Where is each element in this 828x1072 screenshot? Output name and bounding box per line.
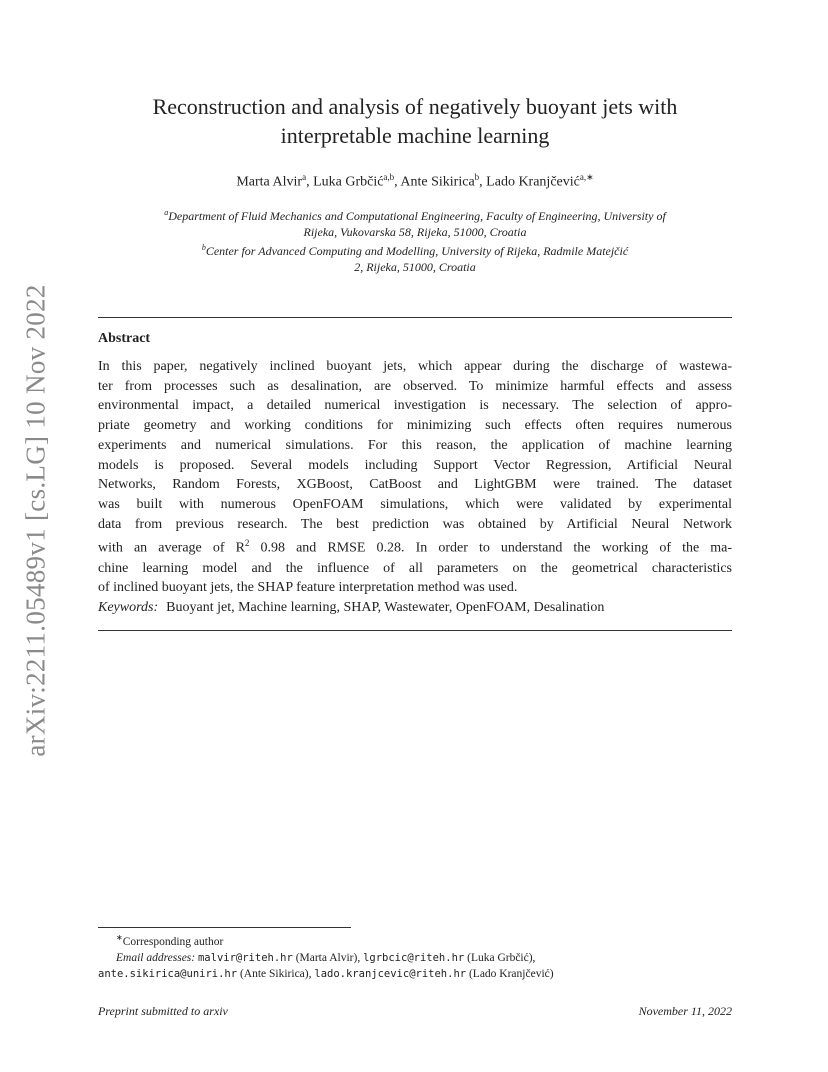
abstract-line: In this paper, negatively inclined buoyant jets, which appear during the discharge of wastewa- [98, 359, 732, 374]
abstract-line: data from previous research. The best prediction was obtained by Artificial Neural Network [98, 516, 732, 532]
keywords-list: Buoyant jet, Machine learning, SHAP, Wastewater, OpenFOAM, Desalination [166, 600, 605, 615]
affiliation-line: Department of Fluid Mechanics and Computational Engineering, Faculty of Engineering, University of [168, 209, 666, 223]
author-separator: , [306, 174, 314, 190]
affiliations [98, 205, 732, 275]
corresponding-author-note [98, 930, 732, 950]
affiliation-mark: b [201, 243, 206, 252]
author-affiliation-mark: a [302, 172, 307, 182]
email-owner: (Ante Sikirica), [237, 967, 315, 980]
abstract-line: ter from processes such as desalination, are observed. To minimize harmful effects and assess [98, 378, 732, 394]
email-link[interactable]: lado.kranjcevic@riteh.hr [314, 967, 467, 980]
author-name: Ante Sikirica [400, 174, 475, 190]
author-list [98, 172, 732, 191]
arxiv-identifier-stamp [14, 275, 58, 765]
r2-prefix: with an average of R [98, 540, 245, 556]
abstract-line: priate geometry and working conditions for minimizing such effects often requires numerous [98, 418, 732, 434]
abstract-line: models is proposed. Several models including Support Vector Regression, Artificial Neural [98, 457, 732, 473]
preprint-note: Preprint submitted to arxiv [98, 1004, 228, 1018]
abstract-bottom-rule [98, 630, 732, 631]
abstract-line: environmental impact, a detailed numerical investigation is necessary. The selection of appro- [98, 398, 732, 414]
email-link[interactable]: malvir@riteh.hr [197, 951, 293, 964]
author-separator: , [479, 174, 487, 190]
keywords-label: Keywords: [98, 600, 159, 615]
author-affiliation-mark: b [474, 172, 480, 182]
author-name: Marta Alvir [236, 174, 303, 190]
abstract-text [98, 357, 732, 598]
title-line-1: Reconstruction and analysis of negatively buoyant jets with [152, 94, 678, 119]
r2-suffix: 0.98 and RMSE 0.28. In order to understand the working of the ma- [249, 540, 733, 556]
date-note: November 11, 2022 [638, 1004, 732, 1018]
abstract-line-r2 [98, 534, 732, 558]
email-label: Email addresses: [116, 951, 196, 964]
page-footer [98, 1004, 732, 1019]
abstract-heading: Abstract [98, 331, 151, 346]
affiliation-line: Center for Advanced Computing and Modelling, University of Rijeka, Radmile Matejčić [205, 244, 629, 258]
affiliation-a [98, 205, 732, 224]
affiliation-line: Rijeka, Vukovarska 58, Rijeka, 51000, Croatia [303, 225, 527, 239]
author-affiliation-mark: a,∗ [579, 172, 594, 182]
email-owner: (Marta Alvir), [292, 951, 364, 964]
abstract-line: chine learning model and the influence of all parameters on the geometrical characteristics [98, 560, 732, 576]
abstract-line: Networks, Random Forests, XGBoost, CatBoost and LightGBM were trained. The dataset [98, 477, 732, 493]
keywords [98, 600, 732, 616]
paper-title [98, 92, 732, 150]
email-link[interactable]: ante.sikirica@uniri.hr [98, 967, 238, 980]
author-separator: , [394, 174, 401, 190]
abstract-line: experiments and numerical simulations. For this reason, the application of machine learning [98, 437, 732, 453]
author-name: Lado Kranjčević [486, 174, 580, 190]
corresponding-label: Corresponding author [122, 935, 224, 948]
footnote-rule [98, 927, 351, 928]
abstract-line: of inclined buoyant jets, the SHAP feature interpretation method was used. [98, 580, 518, 596]
arxiv-identifier-text: arXiv:2211.05489v1 [cs.LG] 10 Nov 2022 [20, 283, 51, 757]
abstract-top-rule [98, 317, 732, 318]
email-link[interactable]: lgrbcic@riteh.hr [363, 951, 465, 964]
affiliation-mark: a [164, 208, 169, 217]
affiliation-b [98, 240, 732, 259]
footnote [98, 930, 732, 982]
author-affiliation-mark: a,b [383, 172, 395, 182]
abstract-line: was built with numerous OpenFOAM simulations, which were validated by experimental [98, 496, 732, 512]
footnote-marker: ∗ [116, 933, 123, 942]
email-owner: (Luka Grbčić), [464, 951, 536, 964]
r2-superscript: 2 [244, 538, 250, 549]
email-owner: (Lado Kranjčević) [466, 967, 554, 980]
affiliation-line: 2, Rijeka, 51000, Croatia [354, 260, 476, 274]
title-line-2: interpretable machine learning [280, 123, 550, 148]
email-line-1 [98, 950, 732, 966]
email-line-2 [98, 966, 732, 982]
author-name: Luka Grbčić [313, 174, 384, 190]
